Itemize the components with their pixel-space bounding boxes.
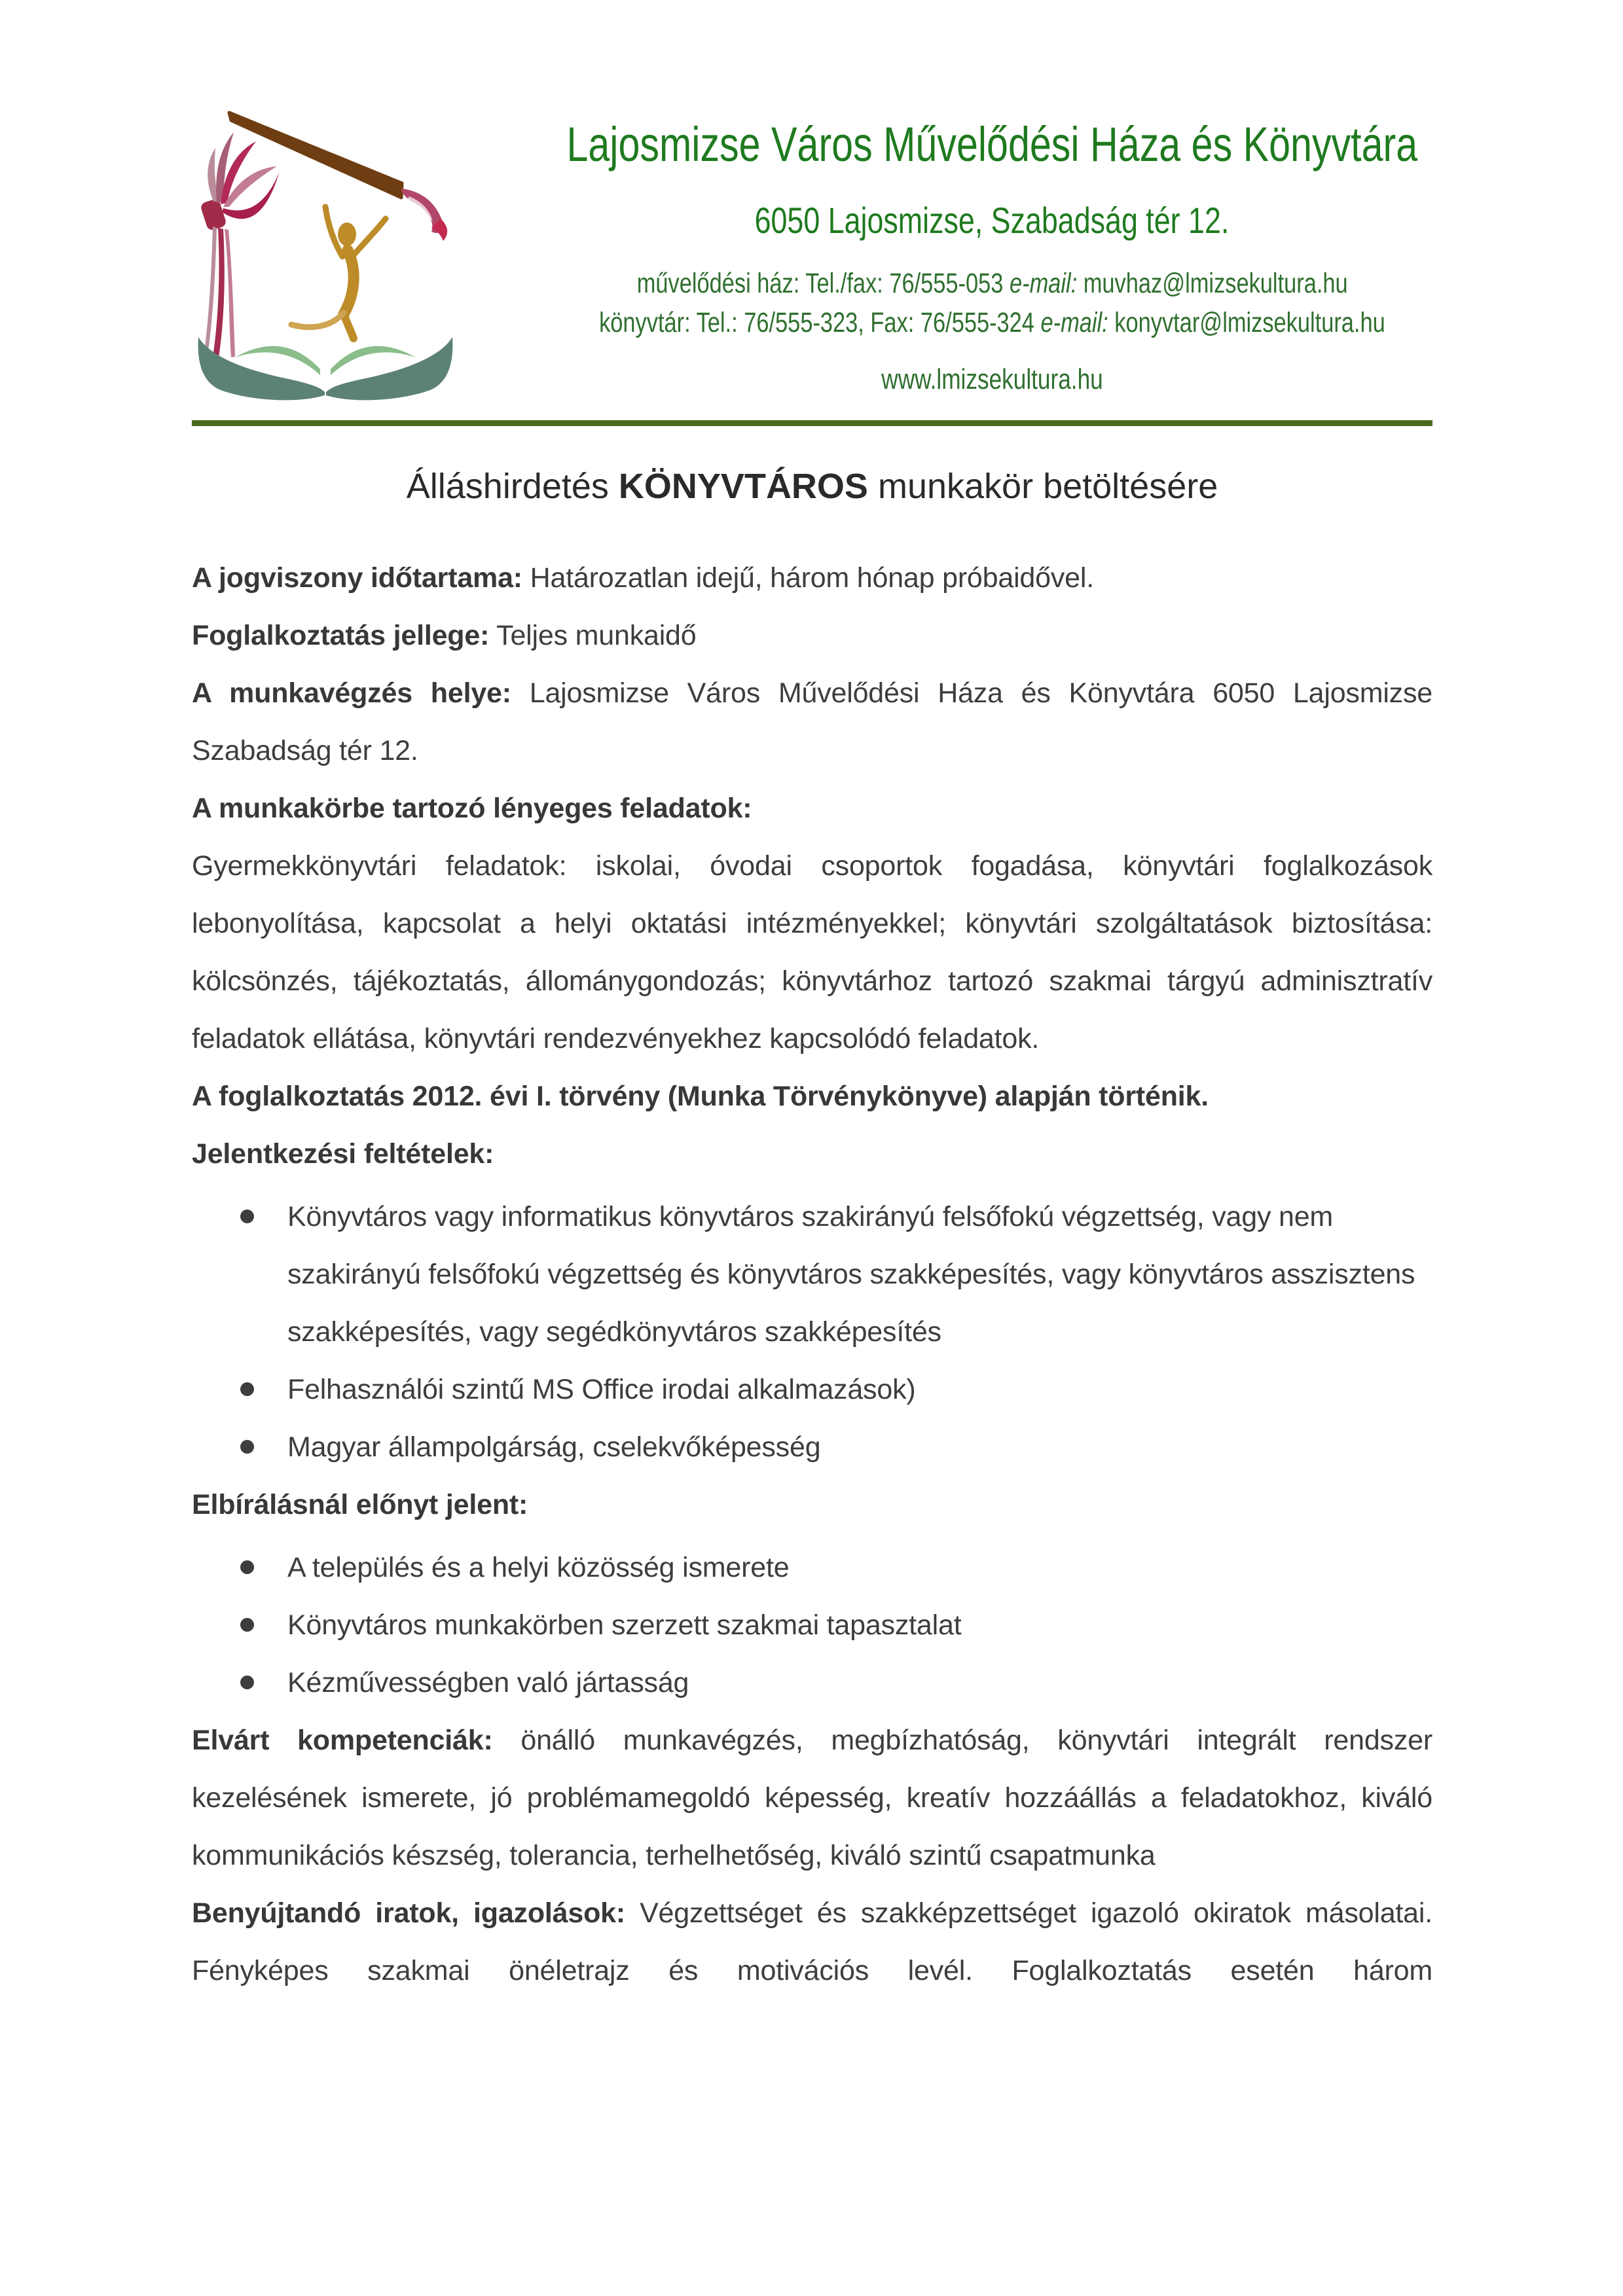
field-label: Foglalkoztatás jellege:: [192, 620, 490, 651]
website-url: www.lmizsekultura.hu: [881, 363, 1103, 395]
field-label: A jogviszony időtartama:: [192, 562, 522, 594]
field-value: Teljes munkaidő: [489, 620, 697, 651]
dancer-figure-icon: [291, 207, 386, 338]
list-advantages: [192, 1539, 1432, 1712]
list-item: Könyvtáros vagy informatikus könyvtáros szakirányú felsőfokú végzettség, vagy nem szakirányú felsőfokú végzettség és könyvtáros szakképesítés, vagy könyvtáros asszisztens szakképesítés, vagy segédkönyvtáros szakképesítés: [287, 1188, 1432, 1361]
heading-advantages: Elbírálásnál előnyt jelent:: [192, 1489, 528, 1520]
field-label: A munkavégzés helye:: [192, 677, 511, 709]
paragraph-legal-basis: A foglalkoztatás 2012. évi I. törvény (Munka Törvénykönyve) alapján történik.: [192, 1081, 1209, 1112]
list-item: Könyvtáros munkakörben szerzett szakmai tapasztalat: [287, 1596, 1432, 1654]
title-suffix: munkakör betöltésére: [867, 467, 1218, 506]
email-label: e-mail:: [1040, 307, 1108, 338]
list-application-requirements: [192, 1188, 1432, 1476]
open-book-icon: [198, 337, 453, 400]
email-address: konyvtar@lmizsekultura.hu: [1108, 307, 1385, 338]
paragraph-competencies: [192, 1712, 1432, 1884]
paintbrush-icon: [229, 113, 447, 241]
organization-name: Lajosmizse Város Művelődési Háza és Könyvtára: [566, 117, 1418, 171]
paragraph-employment-type: [192, 607, 1432, 664]
list-item: A település és a helyi közösség ismerete: [287, 1539, 1432, 1596]
organization-address: 6050 Lajosmizse, Szabadság tér 12.: [754, 200, 1230, 241]
header-divider: [192, 420, 1432, 426]
list-item: Magyar állampolgárság, cselekvőképesség: [287, 1418, 1432, 1476]
paragraph-workplace: [192, 664, 1432, 780]
title-position: KÖNYVTÁROS: [618, 467, 868, 506]
field-value: Határozatlan idejű, három hónap próbaidővel.: [522, 562, 1094, 594]
heading-application-requirements: Jelentkezési feltételek:: [192, 1138, 494, 1170]
document-body: [192, 461, 1432, 2000]
page-title: [192, 461, 1432, 511]
contact-line-culture-house: [636, 267, 1347, 300]
field-value: Lajosmizse Város Művelődési Háza és Könyvtára 6050 Lajosmizse Szabadság tér 12.: [192, 677, 1432, 766]
paragraph-documents-to-submit: [192, 1884, 1432, 2000]
heading-duties: A munkakörbe tartozó lényeges feladatok:: [192, 793, 752, 824]
contact-phone: művelődési ház: Tel./fax: 76/555-053: [636, 268, 1010, 299]
letterhead: [192, 110, 1432, 406]
contact-phone: könyvtár: Tel.: 76/555-323, Fax: 76/555-324: [598, 307, 1041, 338]
list-item: Felhasználói szintű MS Office irodai alkalmazások): [287, 1361, 1432, 1418]
field-value: önálló munkavégzés, megbízhatóság, könyvtári integrált rendszer kezelésének ismerete, jó problémamegoldó képesség, kreatív hozzáállás a feladatokhoz, kiváló kommunikációs készség, tolerancia, terhelhetőség, kiváló szintű csapatmunka: [192, 1725, 1432, 1871]
email-label: e-mail:: [1009, 268, 1077, 299]
paragraph-duties: Gyermekkönyvtári feladatok: iskolai, óvodai csoportok fogadása, könyvtári foglalkozások lebonyolítása, kapcsolat a helyi oktatási intézményekkel; könyvtári szolgáltatások biztosítása: kölcsönzés, tájékoztatás, állománygondozás; könyvtárhoz tartozó szakmai tárgyú adminisztratív feladatok ellátása, könyvtári rendezvényekhez kapcsolódó feladatok.: [192, 850, 1432, 1054]
ribbon-ornament-icon: [200, 132, 280, 379]
letterhead-text: [460, 110, 1524, 397]
paragraph-employment-duration: [192, 549, 1432, 607]
contact-line-library: [599, 306, 1385, 339]
email-address: muvhaz@lmizsekultura.hu: [1076, 268, 1348, 299]
list-item: Kézművességben való jártasság: [287, 1654, 1432, 1712]
field-label: Benyújtandó iratok, igazolások:: [192, 1897, 625, 1929]
field-label: Elvárt kompetenciák:: [192, 1725, 493, 1756]
organization-logo: [192, 110, 460, 406]
title-prefix: Álláshirdetés: [406, 467, 619, 506]
field-value: Végzettséget és szakképzettséget igazoló okiratok másolatai. Fényképes szakmai önéletrajz és motivációs levél. Foglalkoztatás esetén három: [192, 1897, 1432, 1986]
